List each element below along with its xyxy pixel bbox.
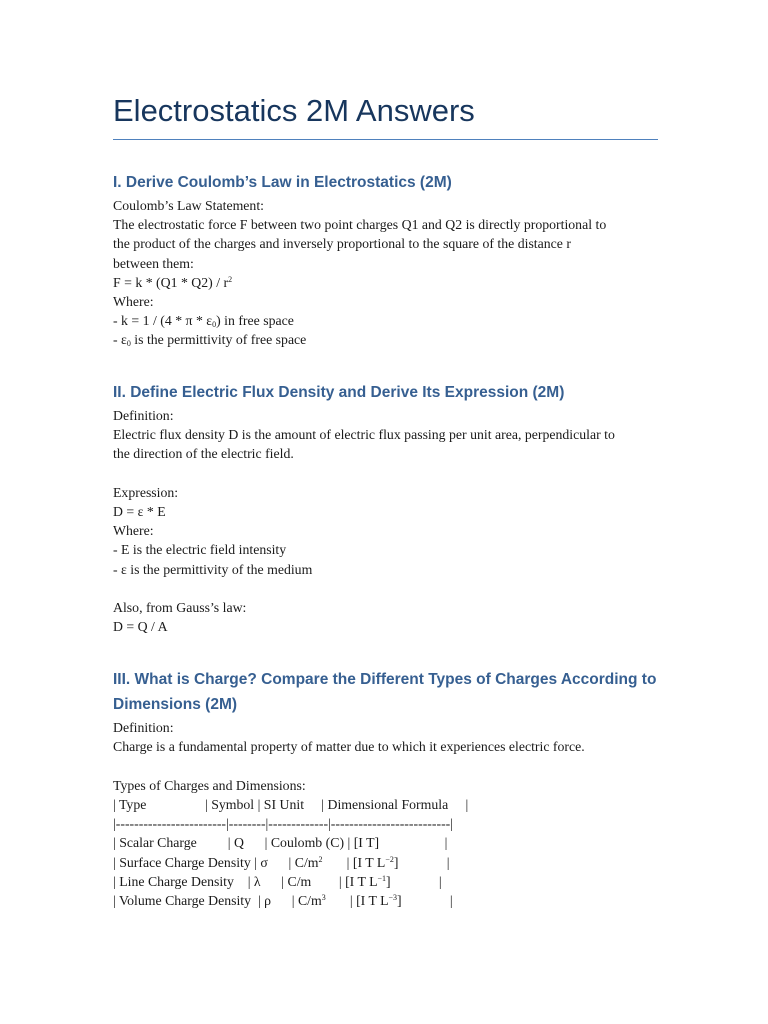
paragraph-line: Charge is a fundamental property of matter due to which it experiences electric force. <box>113 739 585 755</box>
where-item: - E is the electric field intensity <box>113 542 287 558</box>
where-item: - ε is the permittivity of the medium <box>113 561 313 577</box>
heading-line: III. What is Charge? Compare the Different Types of Charges According to <box>113 671 657 688</box>
definition-label: Definition: <box>113 720 174 735</box>
table-row: | Volume Charge Density | ρ | $C/m^3$ | [I T $L^{-3}$] | <box>113 892 453 908</box>
table-label: Types of Charges and Dimensions: <box>113 777 306 793</box>
paragraph-line: Electric flux density D is the amount of electric flux passing per unit area, perpendicular to <box>113 427 615 443</box>
section-3-heading <box>113 667 658 717</box>
where-label: Where: <box>113 293 154 309</box>
document-title: Electrostatics 2M Answers <box>113 93 475 128</box>
blank-line <box>113 579 658 598</box>
gauss-label: Also, from Gauss’s law: <box>113 599 247 615</box>
section-2-heading: II. Define Electric Flux Density and Derive Its Expression (2M) <box>113 384 565 401</box>
title-underline <box>113 139 658 140</box>
charge-types-table <box>113 795 658 910</box>
expression-label: Expression: <box>113 484 179 500</box>
table-separator: |------------------------|--------|-------------|--------------------------| <box>113 816 454 832</box>
table-row: | Scalar Charge | Q | Coulomb (C) | [I T] | <box>113 835 448 851</box>
flux-density-formula: D = ε * E <box>113 503 166 519</box>
paragraph-line: between them: <box>113 255 194 271</box>
statement-label: Coulomb’s Law Statement: <box>113 198 264 213</box>
k-definition: - $k = 1 / (4 * \pi * \varepsilon_0)$ in free space <box>113 313 294 330</box>
paragraph-line: The electrostatic force F between two point charges Q1 and Q2 is directly proportional to <box>113 217 607 233</box>
where-label: Where: <box>113 523 154 539</box>
section-2-body <box>113 406 658 636</box>
table-header: | Type | Symbol | SI Unit | Dimensional Formula | <box>113 797 469 812</box>
section-1-body <box>113 196 658 350</box>
heading-line: Dimensions (2M) <box>113 696 238 713</box>
paragraph-line: the direction of the electric field. <box>113 446 294 462</box>
definition-label: Definition: <box>113 408 174 423</box>
epsilon-definition: - $\varepsilon_0$ is the permittivity of free space <box>113 332 307 349</box>
blank-line <box>113 464 658 483</box>
coulomb-formula: $F = k * (Q1 * Q2) / r^2$ <box>113 274 233 290</box>
paragraph-line: the product of the charges and inversely proportional to the square of the distance r <box>113 236 571 252</box>
table-row: | Surface Charge Density | σ | $C/m^2$ | [I T $L^{-2}$] | <box>113 854 450 870</box>
section-1-heading: I. Derive Coulomb’s Law in Electrostatics (2M) <box>113 174 452 191</box>
table-row: | Line Charge Density | λ | C/m | [I T $L^{-1}$] | <box>113 873 442 889</box>
gauss-formula: D = Q / A <box>113 619 168 635</box>
section-3-body <box>113 718 658 795</box>
blank-line <box>113 756 658 775</box>
